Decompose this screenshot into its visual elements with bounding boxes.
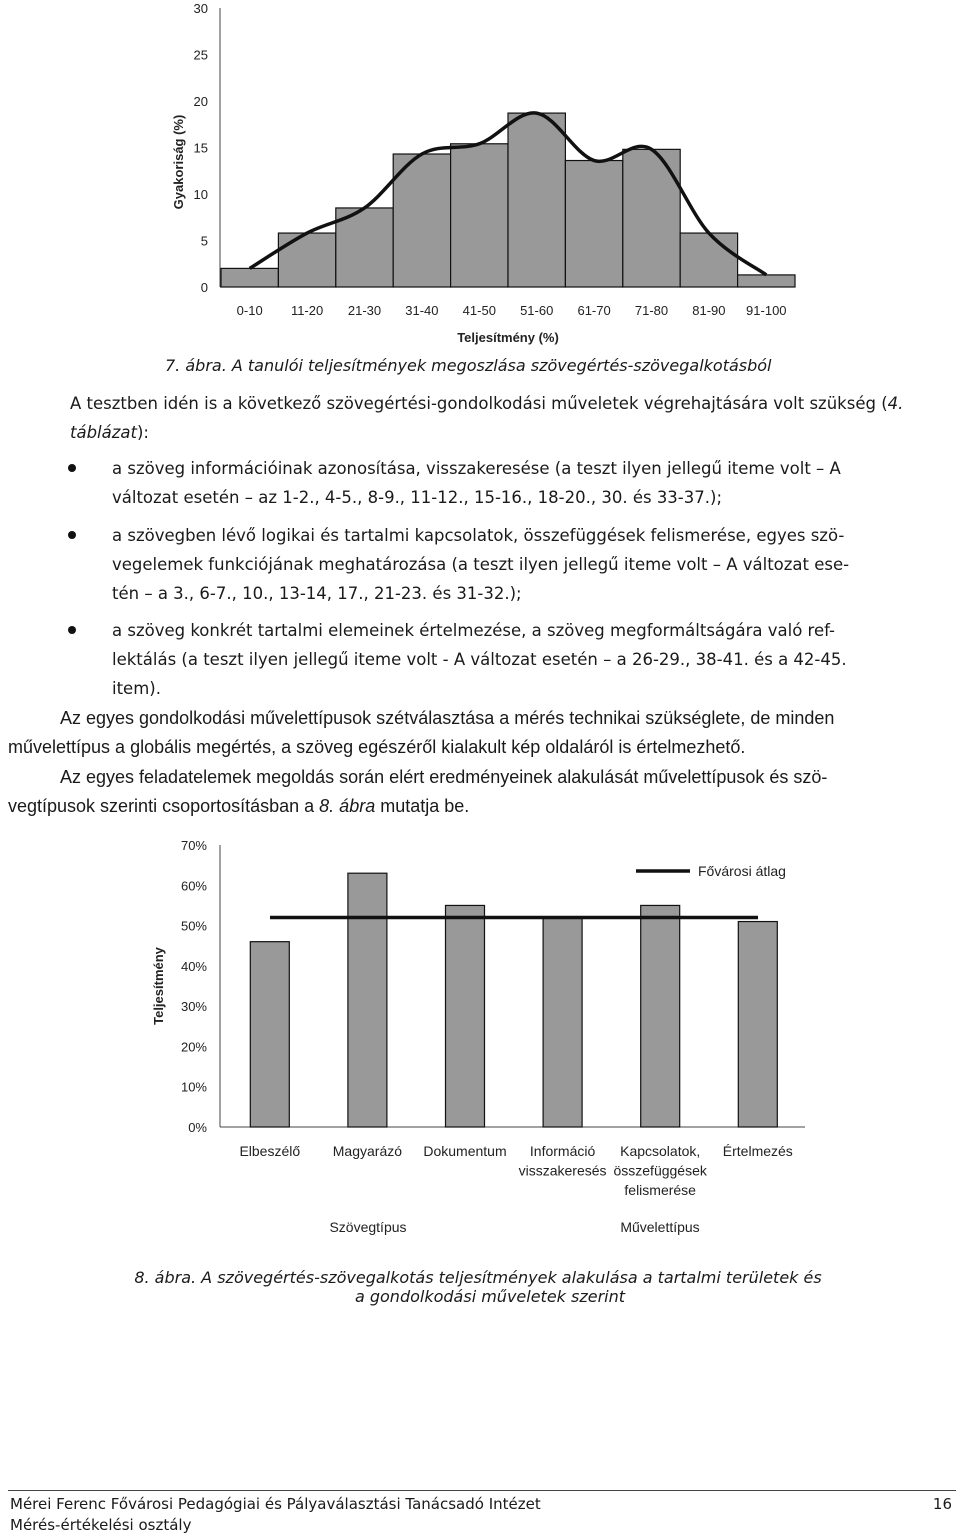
chart2-y-tick: 50%: [180, 918, 207, 934]
intro-text: A tesztben idén is a következő szövegértési-gondolkodási műveletek végrehajtására volt szükség (: [70, 394, 888, 413]
footer-page-number: 16: [932, 1495, 952, 1513]
paragraph-3-figure-ref: 8. ábra: [319, 796, 376, 816]
chart2-category-label: Információ visszakeresés: [518, 1143, 607, 1179]
footer-rule: [8, 1490, 956, 1491]
chart2-y-ticks: [181, 838, 207, 1135]
chart2-category-label: Elbeszélő: [239, 1143, 301, 1159]
legend-label: Fővárosi átlag: [698, 863, 786, 879]
chart2-bar: [446, 905, 485, 1127]
chart2-bar: [738, 922, 777, 1127]
bullet-2-line-2: vegelemek funkciójának meghatározása (a teszt ilyen jellegű iteme volt – A változat ese-: [112, 555, 850, 574]
chart1-x-tick: 71-80: [634, 303, 669, 318]
bullet-3-line-3: item).: [112, 679, 161, 698]
chart2-bar: [348, 873, 387, 1127]
bullet-2-line-3: tén – a 3., 6-7., 10., 13-14, 17., 21-23. és 31-32.);: [112, 584, 522, 603]
chart2-y-axis-label: Teljesítmény: [151, 947, 166, 1025]
chart1-y-tick: 5: [200, 233, 208, 249]
bullet-3-line-1: a szöveg konkrét tartalmi elemeinek értelmezése, a szöveg megformáltságára való ref-: [112, 621, 835, 640]
chart2-category-label: Dokumentum: [423, 1143, 507, 1159]
bullet-2-line-1: a szövegben lévő logikai és tartalmi kapcsolatok, összefüggések felismerése, egyes szö-: [112, 526, 845, 545]
chart1-x-tick: 91-100: [746, 303, 787, 318]
figure8-caption-line-2: a gondolkodási műveletek szerint: [354, 1287, 626, 1306]
chart2-bar: [641, 905, 680, 1127]
intro-table-ref: 4. táblázat: [70, 394, 904, 442]
chart1-x-tick: 0-10: [236, 303, 263, 318]
chart2-category-label: Kapcsolatok, összefüggések felismerése: [613, 1143, 707, 1198]
chart1-y-tick: 30: [193, 1, 208, 16]
figure7-label: 7. ábra.: [165, 356, 227, 375]
chart2-category-label: Értelmezés: [722, 1143, 793, 1159]
paragraph-2-line-2: művelettípus a globális megértés, a szöveg egészéről kialakult kép oldaláról is értelmezhető.: [8, 737, 746, 757]
figure8-caption: [0, 1268, 960, 1306]
paragraph-3-end: mutatja be.: [375, 796, 470, 816]
figure7-title: A tanulói teljesítmények megoszlása szövegértés-szövegalkotásból: [231, 356, 772, 375]
chart2-category-label: Magyarázó: [332, 1143, 403, 1159]
figure8-caption-line-1: 8. ábra. A szövegértés-szövegalkotás teljesítmények alakulása a tartalmi területek és: [134, 1268, 822, 1287]
chart2-y-tick: 70%: [180, 838, 207, 853]
bullet-3-line-2: lektálás (a teszt ilyen jellegű iteme volt - A változat esetén – a 26-29., 38-41. és a 42-45.: [112, 650, 847, 669]
chart2-bar: [543, 918, 582, 1127]
chart1-x-tick: 21-30: [347, 303, 382, 318]
intro-end: ):: [137, 423, 149, 442]
chart2-y-tick: 40%: [180, 958, 207, 974]
chart2-y-tick: 0%: [188, 1120, 207, 1135]
chart2-y-tick: 60%: [180, 878, 207, 894]
chart1-y-axis-label: Gyakoriság (%): [171, 114, 186, 210]
chart2-bar: [250, 942, 289, 1127]
chart1-x-tick: 81-90: [692, 303, 726, 318]
chart1-y-tick: 10: [193, 187, 208, 202]
chart2-y-tick: 20%: [180, 1039, 207, 1055]
chart1-y-tick: 15: [193, 140, 208, 156]
paragraph-3-text: vegtípusok szerinti csoportosításban a: [8, 796, 320, 816]
chart1-x-tick: 11-20: [290, 303, 324, 318]
chart1-x-tick: 51-60: [520, 303, 554, 318]
chart1-y-tick: 0: [200, 280, 208, 295]
chart2-y-tick: 30%: [180, 999, 207, 1015]
footer-department: Mérés-értékelési osztály: [10, 1516, 192, 1534]
chart1-x-tick: 41-50: [462, 303, 496, 318]
paragraph-3-line-1: Az egyes feladatelemek megoldás során elért eredményeinek alakulását művelettípusok és szö-: [60, 767, 828, 787]
chart1-x-axis-label: Teljesítmény (%): [457, 330, 559, 345]
chart1-x-tick: 31-40: [405, 303, 439, 318]
footer-institute: Mérei Ferenc Fővárosi Pedagógiai és Pályaválasztási Tanácsadó Intézet: [10, 1495, 541, 1513]
chart2-category-labels: [239, 1143, 792, 1198]
chart2-y-tick: 10%: [180, 1079, 207, 1095]
bullet-1-line-2: változat esetén – az 1-2., 4-5., 8-9., 11-12., 15-16., 18-20., 30. és 33-37.);: [112, 488, 723, 507]
chart1-y-tick: 25: [193, 47, 208, 63]
chart2-bars: [250, 873, 777, 1127]
group-label-text-type: Szövegtípus: [329, 1219, 407, 1235]
group-label-operation-type: Művelettípus: [620, 1219, 700, 1235]
bullet-1-line-1: a szöveg információinak azonosítása, visszakeresése (a teszt ilyen jellegű iteme volt – A: [112, 459, 841, 478]
chart1-y-tick: 20: [193, 94, 208, 109]
paragraph-2-line-1: Az egyes gondolkodási művelettípusok szétválasztása a mérés technikai szükséglete, de minden: [60, 708, 835, 728]
chart1-x-tick: 61-70: [577, 303, 611, 318]
